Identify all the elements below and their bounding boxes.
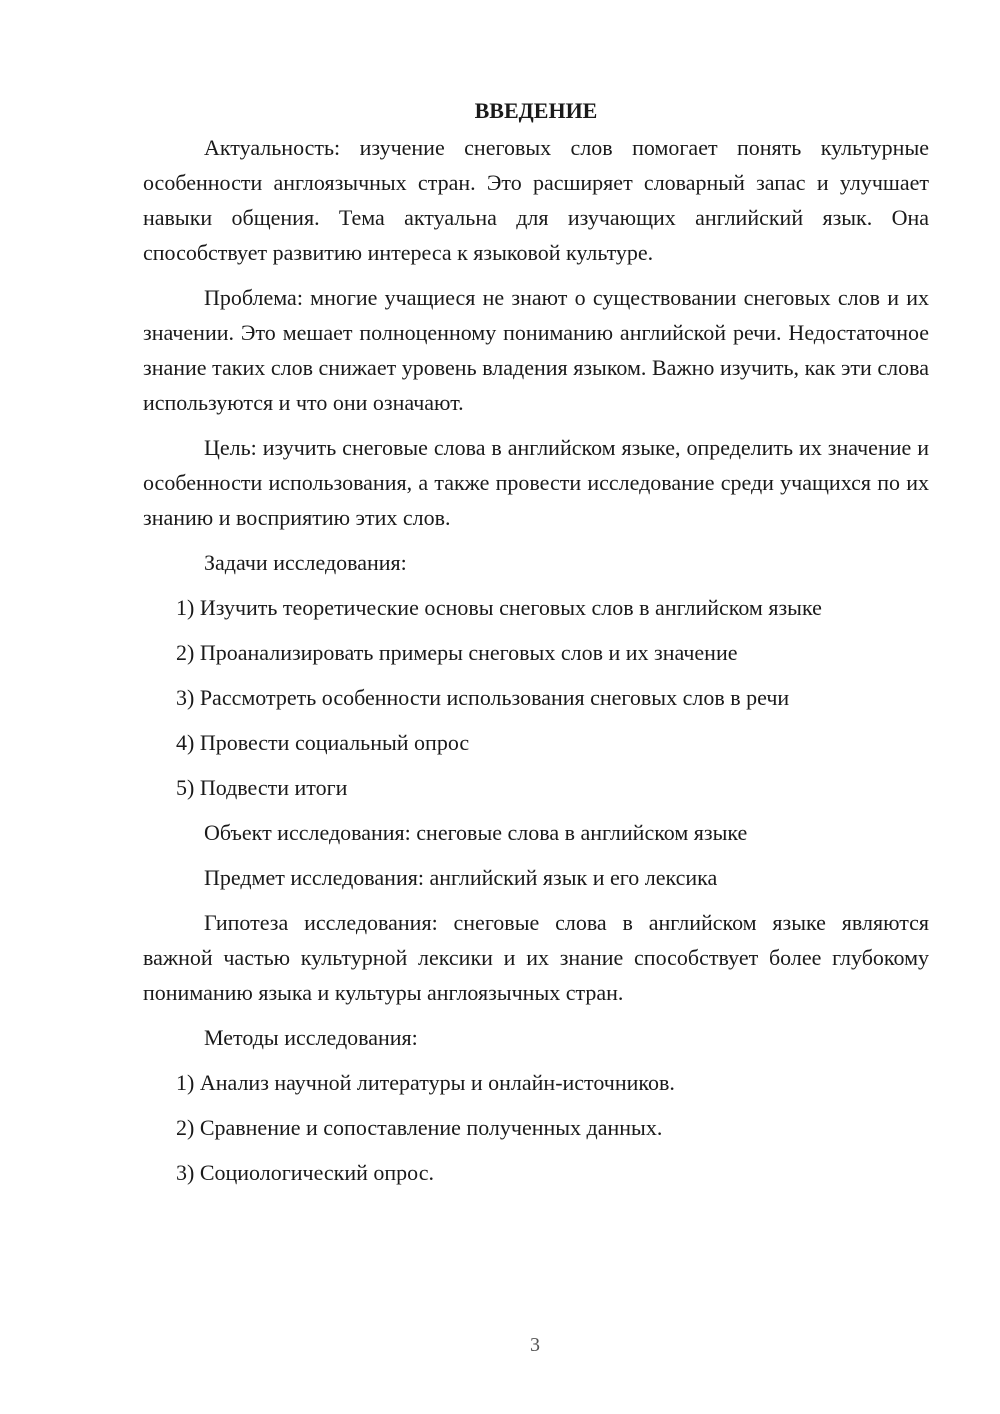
page-number: 3	[530, 1334, 540, 1356]
relevance-paragraph: Актуальность: изучение снеговых слов помогает понять культурные особенности англоязычных стран. Это расширяет словарный запас и улучшает навыки общения. Тема актуальна для изучающих английский язык. Она способствует развитию интереса к языковой культуре.	[143, 135, 929, 265]
task-item: 2) Проанализировать примеры снеговых слов и их значение	[176, 640, 738, 665]
methods-heading: Методы исследования:	[204, 1025, 418, 1050]
document-page	[143, 96, 929, 1200]
research-subject: Предмет исследования: английский язык и его лексика	[204, 865, 718, 890]
research-object: Объект исследования: снеговые слова в английском языке	[204, 820, 748, 845]
task-item: 1) Изучить теоретические основы снеговых слов в английском языке	[176, 595, 822, 620]
method-item: 3) Социологический опрос.	[176, 1160, 434, 1185]
hypothesis-paragraph: Гипотеза исследования: снеговые слова в английском языке являются важной частью культурной лексики и их знание способствует более глубокому пониманию языка и культуры англоязычных стран.	[143, 910, 929, 1005]
method-item: 1) Анализ научной литературы и онлайн-источников.	[176, 1070, 675, 1095]
goal-paragraph: Цель: изучить снеговые слова в английском языке, определить их значение и особенности использования, а также провести исследование среди учащихся по их знанию и восприятию этих слов.	[143, 435, 929, 530]
task-item: 5) Подвести итоги	[176, 775, 348, 800]
section-heading: ВВЕДЕНИЕ	[474, 98, 598, 123]
problem-paragraph: Проблема: многие учащиеся не знают о существовании снеговых слов и их значении. Это мешает полноценному пониманию английской речи. Недостаточное знание таких слов снижает уровень владения языком. Важно изучить, как эти слова используются и что они означают.	[143, 285, 929, 415]
task-item: 3) Рассмотреть особенности использования снеговых слов в речи	[176, 685, 790, 710]
method-item: 2) Сравнение и сопоставление полученных данных.	[176, 1115, 663, 1140]
tasks-heading: Задачи исследования:	[204, 550, 407, 575]
task-item: 4) Провести социальный опрос	[176, 730, 470, 755]
